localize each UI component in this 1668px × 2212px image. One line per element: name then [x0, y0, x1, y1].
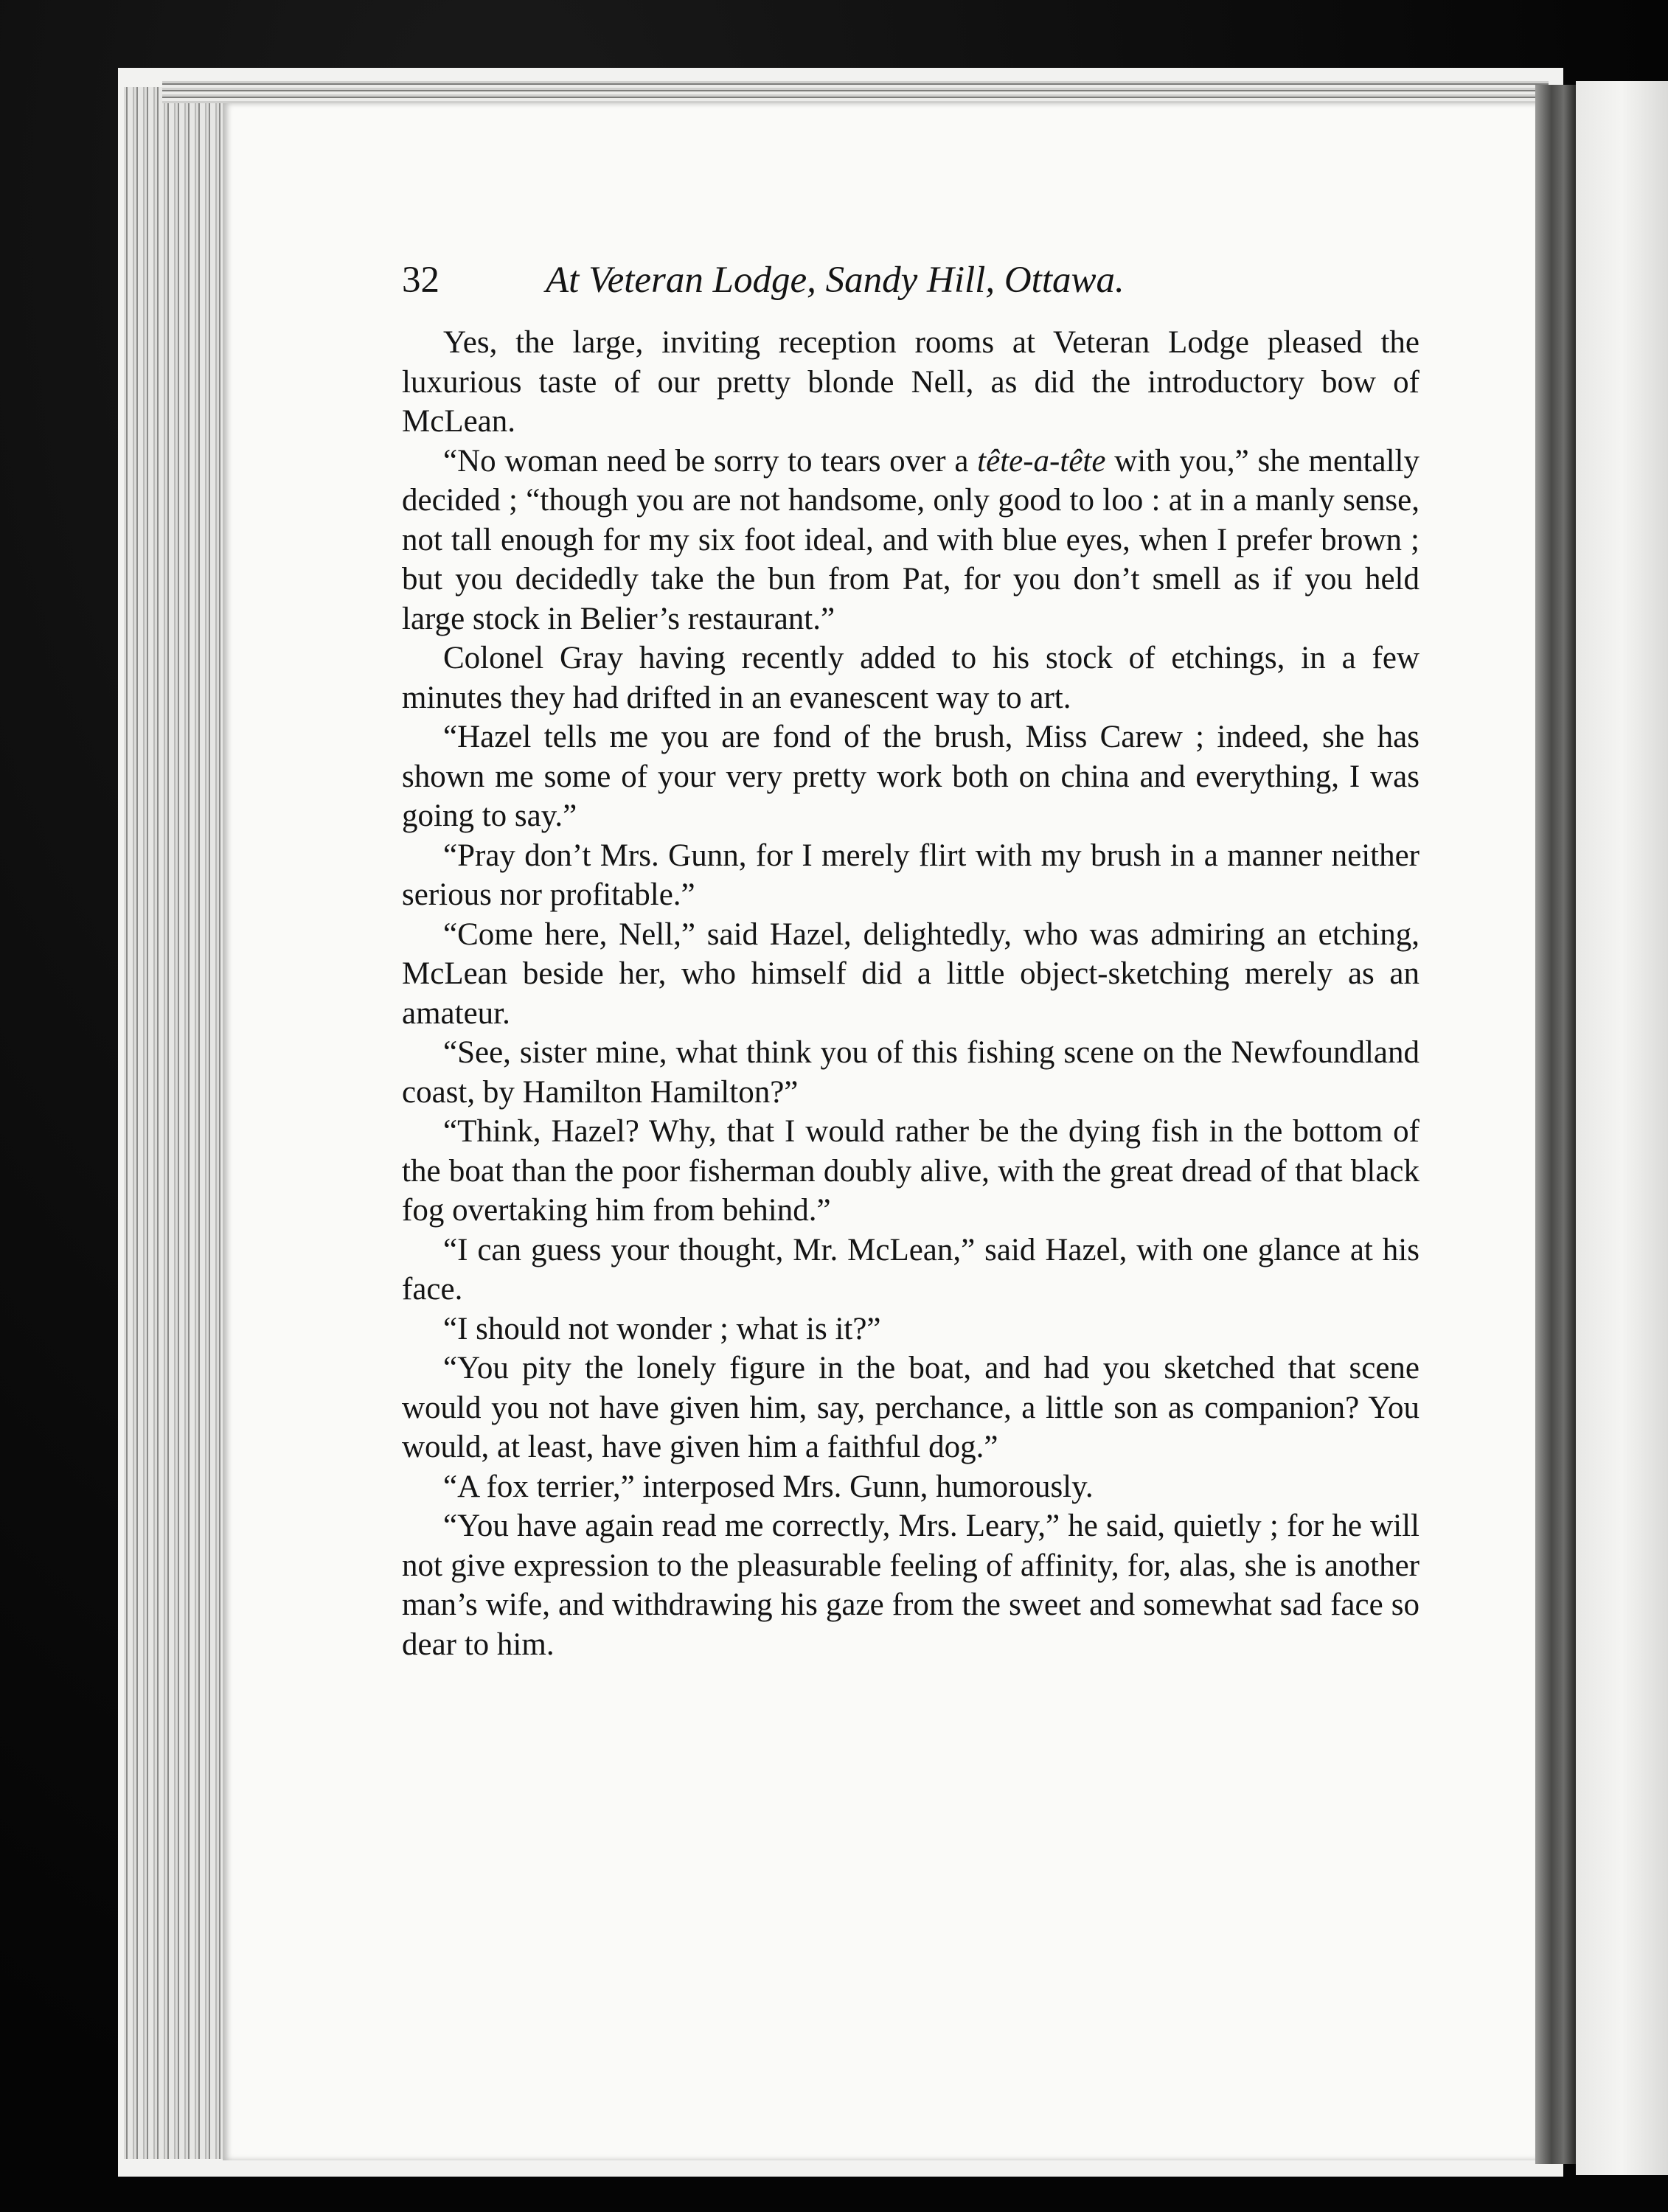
body-text — [402, 323, 1419, 1664]
paragraph — [402, 323, 1419, 442]
paragraph-text: “No woman need be sorry to tears over a — [443, 443, 978, 479]
paragraph-text: Yes, the large, inviting reception rooms at Veteran Lodge pleased the luxurious taste of our pretty blonde Nell, as did the introductory bow of McLean. — [402, 325, 1419, 439]
paragraph-text: “A fox terrier,” interposed Mrs. Gunn, humorously. — [443, 1469, 1094, 1504]
paragraph — [402, 639, 1419, 717]
paragraph — [402, 1349, 1419, 1467]
paragraph-text: with you,” she mentally decided ; “though you are not handsome, only good to loo : at in a manly sense, not tall enough for my six foot ideal, and with blue eyes, when I prefer brown ; but you decidedly take the bun from Pat, for you don’t smell as if you held large stock in Belier’s restaurant.” — [402, 443, 1419, 636]
paragraph-text: “You have again read me correctly, Mrs. Leary,” he said, quietly ; for he will not give expression to the pleasurable feeling of affinity, for, alas, she is another man’s wife, and withdrawing his gaze from the sweet and somewhat sad face so dear to him. — [402, 1509, 1419, 1662]
paragraph — [402, 442, 1419, 639]
page-number: 32 — [402, 260, 439, 301]
paragraph — [402, 1506, 1419, 1664]
paragraph — [402, 1033, 1419, 1112]
facing-page-edge — [1576, 81, 1668, 2175]
paragraph-text: “You pity the lonely figure in the boat, and had you sketched that scene would you not have given him, say, perchance, a little son as companion? You would, at least, have given him a faithful dog.” — [402, 1351, 1419, 1464]
paragraph-text: “I can guess your thought, Mr. McLean,” said Hazel, with one glance at his face. — [402, 1232, 1419, 1307]
book-gutter — [1535, 85, 1576, 2164]
paragraph-text: “Think, Hazel? Why, that I would rather be the dying fish in the bottom of the boat than the poor fisherman doubly alive, with the great dread of that black fog overtaking him from behind.” — [402, 1114, 1419, 1228]
paragraph-text: “Pray don’t Mrs. Gunn, for I merely flirt with my brush in a manner neither serious nor profitable.” — [402, 838, 1419, 912]
paragraph — [402, 1467, 1419, 1507]
page-header — [402, 251, 1419, 310]
page-edges-top — [162, 81, 1549, 103]
paragraph — [402, 1231, 1419, 1310]
paragraph — [402, 836, 1419, 915]
paragraph — [402, 1310, 1419, 1349]
paragraph-text: “Hazel tells me you are fond of the brush, Miss Carew ; indeed, she has shown me some of your very pretty work both on china and everything, I was going to say.” — [402, 720, 1419, 833]
paragraph — [402, 1112, 1419, 1231]
paragraph-text: “I should not wonder ; what is it?” — [443, 1311, 881, 1346]
paragraph-text: Colonel Gray having recently added to his stock of etchings, in a few minutes they had drifted in an evanescent way to art. — [402, 641, 1419, 715]
page-edges-left — [124, 87, 227, 2159]
page-content — [402, 251, 1419, 1664]
running-head: At Veteran Lodge, Sandy Hill, Ottawa. — [546, 260, 1125, 301]
paragraph — [402, 717, 1419, 836]
italic-phrase: tête-a-tête — [977, 443, 1106, 479]
paragraph-text: “Come here, Nell,” said Hazel, delightedly, who was admiring an etching, McLean beside her, who himself did a little object-sketching merely as an amateur. — [402, 917, 1419, 1031]
paragraph-text: “See, sister mine, what think you of this fishing scene on the Newfoundland coast, by Hamilton Hamilton?” — [402, 1035, 1419, 1110]
paragraph — [402, 915, 1419, 1034]
